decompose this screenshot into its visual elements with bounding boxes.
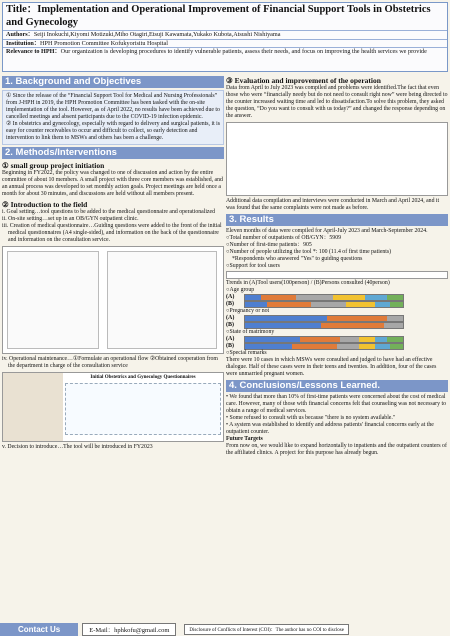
bar-segment [359, 344, 375, 349]
methods-i2: ii. On-site setting…set up in an OB/GYN outpatient clinic. [2, 216, 139, 222]
results-o1: ○Total number of outpatients of OB/GYN：5909 [226, 235, 341, 241]
bar-segment [321, 323, 384, 328]
chart-row [226, 301, 448, 308]
stacked-bar [244, 315, 404, 322]
bar-segment [311, 302, 346, 307]
bar-segment [261, 295, 296, 300]
evaluation-p2: Additional data compilation and interviews were conducted in March and April 2024, and it was found that the same complaints were not made as before. [226, 198, 440, 211]
methods-sub1: ① small group project initiation [2, 161, 105, 170]
bar-segment [245, 323, 321, 328]
bar-segment [365, 295, 387, 300]
results-heading: 3. Results [226, 214, 448, 226]
stacked-bar [244, 343, 404, 350]
results-o3b: *Respondents who answered "Yes" to guiding questions [232, 256, 363, 262]
bar-segment [333, 295, 365, 300]
series-label: (B) [226, 301, 234, 308]
evaluation-heading: ③ Evaluation and improvement of the operation [226, 76, 381, 85]
left-column [2, 74, 224, 451]
bar-segment [267, 302, 311, 307]
right-column [226, 74, 448, 457]
conclusions-b2: • Some refused to consult with us because "there is no system available." [226, 415, 396, 421]
questionnaire-front [7, 251, 99, 349]
chart-row [226, 294, 448, 301]
coi-statement: Disclosure of Conflicts of Interest (COI)：The author has no COI to disclose [184, 624, 349, 635]
methods-p1: Beginning in FY2022, the policy was changed to one of discussion and action by the entire committee of about 10 members. A small project with three core members was established, and an annual process was developed to set monthly action goals. Project meetings are held once a month for about 30 minutes, and discussions are held without all members present. [2, 170, 223, 197]
trends-label: Trends in (A)Tool users(100person) / (B)Persons consulted (40person) [226, 280, 390, 286]
evaluation-p1: Data from April to July 2023 was compiled and problems were identified.The fact that even those who were “financially needy but do not need to consult right now” were being directed to the counter increased waiting time and led to dissatisfaction.To solve this problem, they asked the question, “Do you want to consult with us today?” and changed the response depending on the answer. [226, 85, 448, 119]
bar-segment [245, 295, 261, 300]
marital-label: ○State of matrimony [226, 329, 275, 335]
series-label: (A) [226, 315, 235, 322]
stacked-bar [244, 322, 404, 329]
marital-chart [226, 336, 448, 350]
chart-row [226, 315, 448, 322]
background-box [2, 90, 224, 145]
series-label: (A) [226, 336, 235, 343]
operation-flow-figure [226, 122, 448, 196]
age-label: ○Age group [226, 287, 255, 293]
bar-segment [245, 302, 267, 307]
series-label: (B) [226, 322, 234, 329]
questionnaire-back [107, 251, 217, 349]
future-targets-label: Future Targets [226, 436, 263, 442]
bar-segment [390, 302, 403, 307]
chart-row [226, 343, 448, 350]
stacked-bar [244, 336, 404, 343]
methods-i1: i. Goal setting…tool questions to be added to the medical questionnaire and operationalized [2, 209, 215, 215]
poster-title: Title：Implementation and Operational Improvement of Financial Support Tools in Obstetrics and Gynecology [6, 4, 431, 28]
future-targets-text: From now on, we would like to expand horizontally to inpatients and the outpatient counters of the affiliated clinics. A project for this purpose has already begun. [226, 443, 447, 456]
flow-title: Initial Obstetrics and Gynecology Questionnaires [90, 375, 196, 380]
bar-segment [359, 337, 375, 342]
methods-i4: iv. Operational maintenance…①Formulate an operational flow ②Obtained cooperation from the department in charge of the consultation service [2, 356, 218, 369]
email-link[interactable]: E-Mail：hphkofu@gmail.com [82, 623, 176, 636]
bar-segment [245, 344, 292, 349]
bar-segment [245, 337, 300, 342]
bar-segment [387, 316, 403, 321]
bar-segment [292, 344, 336, 349]
conclusions-b3: • A system was established to identify and address patients' financial concerns early at the outpatient counter. [226, 422, 434, 435]
institution-line: Institution：HPH Promotion Committee Kofukyorisitu Hospital [3, 39, 447, 48]
clinic-photo [3, 373, 63, 441]
methods-heading: 2. Methods/Interventions [2, 147, 224, 159]
relevance-line: Relevance to HPH：Our organization is developing procedures to identify vulnerable patients, assess their needs, and focus on improving the health services we provide [3, 47, 447, 56]
pregnancy-label: ○Pregnancy or not [226, 308, 270, 314]
bar-segment [387, 295, 403, 300]
results-o2: ○Number of first-time patients：905 [226, 242, 312, 248]
authors-line: Authors：Seiji Inokuchi,Kiyomi Motizuki,Miho Otagiri,Etsuji Kawamata,Yukako Kubota,Atsushi Nishiyama [3, 30, 447, 39]
flow-diagram [65, 383, 221, 435]
series-label: (B) [226, 343, 234, 350]
background-p1: ① Since the release of the “Financial Support Tool for Medical and Nursing Professionals” from J-HPH in 2019, the HPH Promotion Committee has been tasked with the on-site implementation of the tool. However, as of April 2022, no results have been achieved due to cancelled meetings and absent participants due to the COVID-19 infection epidemic. [6, 93, 220, 120]
questionnaire-image [2, 246, 224, 354]
flow-figure [2, 372, 224, 442]
bar-segment [340, 337, 359, 342]
stacked-bar [244, 301, 404, 308]
background-p2: ② In obstetrics and gynecology, especially with regard to delivery and surgical patients, it is easy for counter receivables to occur and difficult to collect, so early detection and intervention to link them to MSWs and others has been a challenge. [6, 121, 220, 141]
bar-segment [245, 316, 327, 321]
contact-label: Contact Us [0, 623, 78, 636]
special-label: ○Special remarks [226, 350, 267, 356]
bar-segment [387, 337, 403, 342]
bar-segment [346, 302, 374, 307]
bar-segment [337, 344, 359, 349]
methods-i3: iii. Creation of medical questionnaire…Guiding questions were added to the front of the initial medical questionnaires (A4 single-sided), and information on the back of the questionnaire and information on the consultation service. [2, 223, 222, 243]
bar-segment [375, 337, 388, 342]
bar-segment [296, 295, 334, 300]
footer [0, 622, 450, 636]
bar-segment [375, 344, 391, 349]
methods-i5: v. Decision to introduce…The tool will be introduced in FY2023 [2, 444, 153, 450]
bar-segment [375, 302, 391, 307]
bar-segment [300, 337, 340, 342]
bar-segment [390, 344, 403, 349]
results-p1: Eleven months of data were compiled for April-July 2023 and March-September 2024. [226, 228, 428, 234]
chart-row [226, 336, 448, 343]
conclusions-heading: 4. Conclusions/Lessons Learned. [226, 380, 448, 392]
bar-segment [327, 316, 387, 321]
methods-sub2: ② Introduction to the field [2, 200, 88, 209]
background-heading: 1. Background and Objectives [2, 76, 224, 88]
pregnancy-chart [226, 315, 448, 329]
bar-segment [384, 323, 403, 328]
poster-header [2, 2, 448, 72]
results-p2: There were 10 cases in which MSWs were consulted and judged to have had an effective dialogue. Half of these cases were in their teens and twenties. In addition, four of the cases were unmarried pregnant women. [226, 357, 437, 377]
conclusions-b1: • We found that more than 10% of first-time patients were concerned about the cost of medical care. However, many of those with financial concerns felt that counseling was not necessary to obtain a range of medical services. [226, 394, 446, 414]
results-o4: ○Support for tool users [226, 263, 280, 269]
support-legend [226, 271, 448, 279]
series-label: (A) [226, 294, 235, 301]
chart-row [226, 322, 448, 329]
stacked-bar [244, 294, 404, 301]
results-o3: ○Number of people utilizing the tool *: 100 (11.4 of first time patients) [226, 249, 392, 255]
age-chart [226, 294, 448, 308]
